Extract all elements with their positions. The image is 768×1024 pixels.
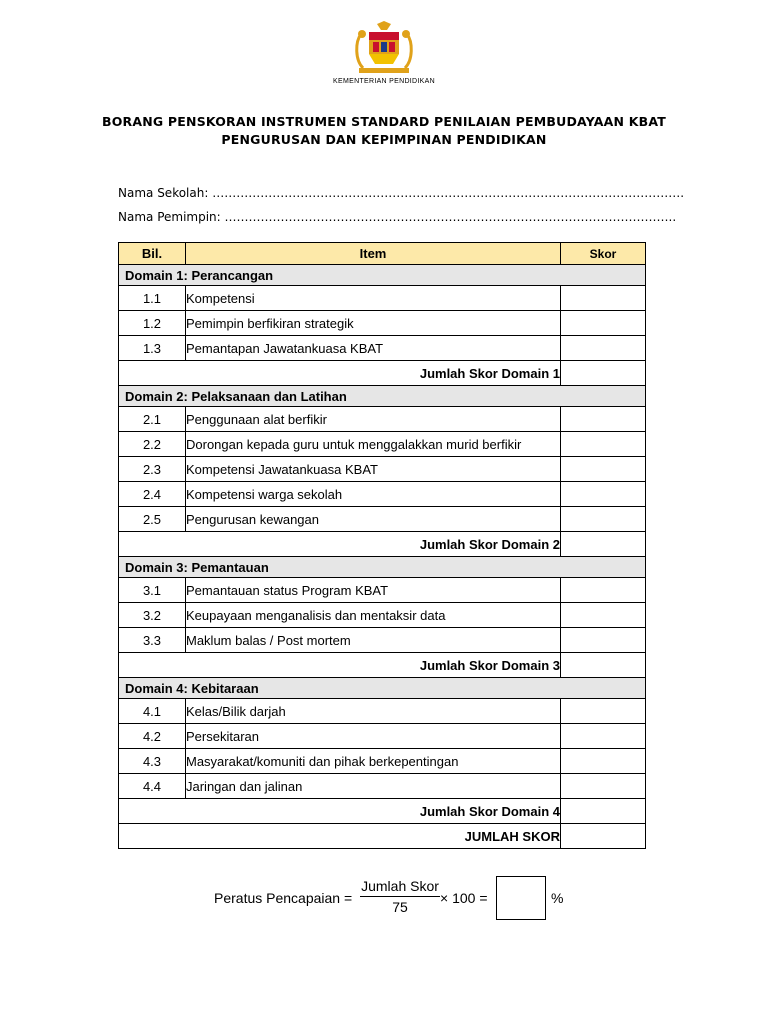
score-cell[interactable] xyxy=(561,286,646,311)
domain-title: Domain 3: Pemantauan xyxy=(119,557,646,578)
grand-total-row xyxy=(119,824,646,849)
score-cell[interactable] xyxy=(561,457,646,482)
domain-total-score-cell[interactable] xyxy=(561,532,646,557)
score-cell[interactable] xyxy=(561,628,646,653)
table-row xyxy=(119,482,646,507)
score-table xyxy=(118,242,646,849)
domain-row xyxy=(119,678,646,699)
row-item: Pemantapan Jawatankuasa KBAT xyxy=(186,336,561,361)
row-bil: 1.1 xyxy=(119,286,186,311)
score-cell[interactable] xyxy=(561,578,646,603)
row-item: Kompetensi warga sekolah xyxy=(186,482,561,507)
domain-title: Domain 4: Kebitaraan xyxy=(119,678,646,699)
formula-numerator: Jumlah Skor xyxy=(361,878,439,894)
score-cell[interactable] xyxy=(561,699,646,724)
logo-caption: KEMENTERIAN PENDIDIKAN xyxy=(333,78,435,85)
domain-row xyxy=(119,557,646,578)
score-cell[interactable] xyxy=(561,749,646,774)
table-row xyxy=(119,432,646,457)
domain-title: Domain 2: Pelaksanaan dan Latihan xyxy=(119,386,646,407)
row-bil: 4.3 xyxy=(119,749,186,774)
page-subtitle: PENGURUSAN DAN KEPIMPINAN PENDIDIKAN xyxy=(221,132,547,147)
row-item: Kelas/Bilik darjah xyxy=(186,699,561,724)
formula-multiplier: × 100 = xyxy=(440,890,488,906)
table-header-row xyxy=(119,243,646,265)
row-item: Kompetensi Jawatankuasa KBAT xyxy=(186,457,561,482)
row-item: Dorongan kepada guru untuk menggalakkan murid berfikir xyxy=(186,432,561,457)
col-header-skor: Skor xyxy=(561,243,646,265)
domain-total-row xyxy=(119,799,646,824)
score-cell[interactable] xyxy=(561,774,646,799)
coat-of-arms-icon xyxy=(349,20,419,76)
percentage-answer-box[interactable] xyxy=(496,876,546,920)
score-cell[interactable] xyxy=(561,507,646,532)
percentage-formula xyxy=(214,876,574,922)
row-bil: 2.5 xyxy=(119,507,186,532)
row-item: Pemantauan status Program KBAT xyxy=(186,578,561,603)
score-cell[interactable] xyxy=(561,407,646,432)
leader-name-field[interactable]: Nama Pemimpin: ………………………………………………………………………………………………….. xyxy=(118,210,677,224)
col-header-bil: Bil. xyxy=(119,243,186,265)
table-row xyxy=(119,628,646,653)
table-row xyxy=(119,311,646,336)
page-title: BORANG PENSKORAN INSTRUMEN STANDARD PENILAIAN PEMBUDAYAAN KBAT xyxy=(102,114,666,129)
row-item: Jaringan dan jalinan xyxy=(186,774,561,799)
domain-total-score-cell[interactable] xyxy=(561,799,646,824)
domain-total-row xyxy=(119,653,646,678)
percent-unit: % xyxy=(551,890,564,906)
row-bil: 3.1 xyxy=(119,578,186,603)
domain-total-label: Jumlah Skor Domain 3 xyxy=(119,653,561,678)
formula-label: Peratus Pencapaian = xyxy=(214,890,353,906)
grand-total-score-cell[interactable] xyxy=(561,824,646,849)
row-item: Masyarakat/komuniti dan pihak berkepentingan xyxy=(186,749,561,774)
table-row xyxy=(119,724,646,749)
table-row xyxy=(119,699,646,724)
table-row xyxy=(119,749,646,774)
fraction-bar xyxy=(360,896,440,897)
domain-total-label: Jumlah Skor Domain 1 xyxy=(119,361,561,386)
score-cell[interactable] xyxy=(561,603,646,628)
row-bil: 4.2 xyxy=(119,724,186,749)
formula-fraction xyxy=(360,878,440,915)
row-item: Pengurusan kewangan xyxy=(186,507,561,532)
formula-denominator: 75 xyxy=(392,899,408,915)
score-cell[interactable] xyxy=(561,482,646,507)
table-row xyxy=(119,578,646,603)
domain-total-row xyxy=(119,361,646,386)
domain-total-label: Jumlah Skor Domain 2 xyxy=(119,532,561,557)
score-cell[interactable] xyxy=(561,432,646,457)
domain-total-label: Jumlah Skor Domain 4 xyxy=(119,799,561,824)
table-row xyxy=(119,286,646,311)
score-cell[interactable] xyxy=(561,724,646,749)
col-header-item: Item xyxy=(186,243,561,265)
row-item: Penggunaan alat berfikir xyxy=(186,407,561,432)
table-row xyxy=(119,407,646,432)
row-bil: 3.2 xyxy=(119,603,186,628)
domain-title: Domain 1: Perancangan xyxy=(119,265,646,286)
row-bil: 2.3 xyxy=(119,457,186,482)
grand-total-label: JUMLAH SKOR xyxy=(119,824,561,849)
row-item: Kompetensi xyxy=(186,286,561,311)
table-row xyxy=(119,774,646,799)
domain-total-score-cell[interactable] xyxy=(561,653,646,678)
table-row xyxy=(119,457,646,482)
row-item: Keupayaan menganalisis dan mentaksir data xyxy=(186,603,561,628)
domain-row xyxy=(119,386,646,407)
row-bil: 4.4 xyxy=(119,774,186,799)
table-row xyxy=(119,336,646,361)
domain-total-score-cell[interactable] xyxy=(561,361,646,386)
score-cell[interactable] xyxy=(561,336,646,361)
row-item: Pemimpin berfikiran strategik xyxy=(186,311,561,336)
row-bil: 1.2 xyxy=(119,311,186,336)
row-item: Maklum balas / Post mortem xyxy=(186,628,561,653)
row-item: Persekitaran xyxy=(186,724,561,749)
school-name-field[interactable]: Nama Sekolah: ………………………………………………………………………………………………………. xyxy=(118,186,685,200)
row-bil: 4.1 xyxy=(119,699,186,724)
score-cell[interactable] xyxy=(561,311,646,336)
row-bil: 2.2 xyxy=(119,432,186,457)
domain-row xyxy=(119,265,646,286)
table-row xyxy=(119,507,646,532)
table-row xyxy=(119,603,646,628)
domain-total-row xyxy=(119,532,646,557)
row-bil: 2.4 xyxy=(119,482,186,507)
row-bil: 1.3 xyxy=(119,336,186,361)
ministry-logo xyxy=(300,20,468,100)
row-bil: 2.1 xyxy=(119,407,186,432)
row-bil: 3.3 xyxy=(119,628,186,653)
